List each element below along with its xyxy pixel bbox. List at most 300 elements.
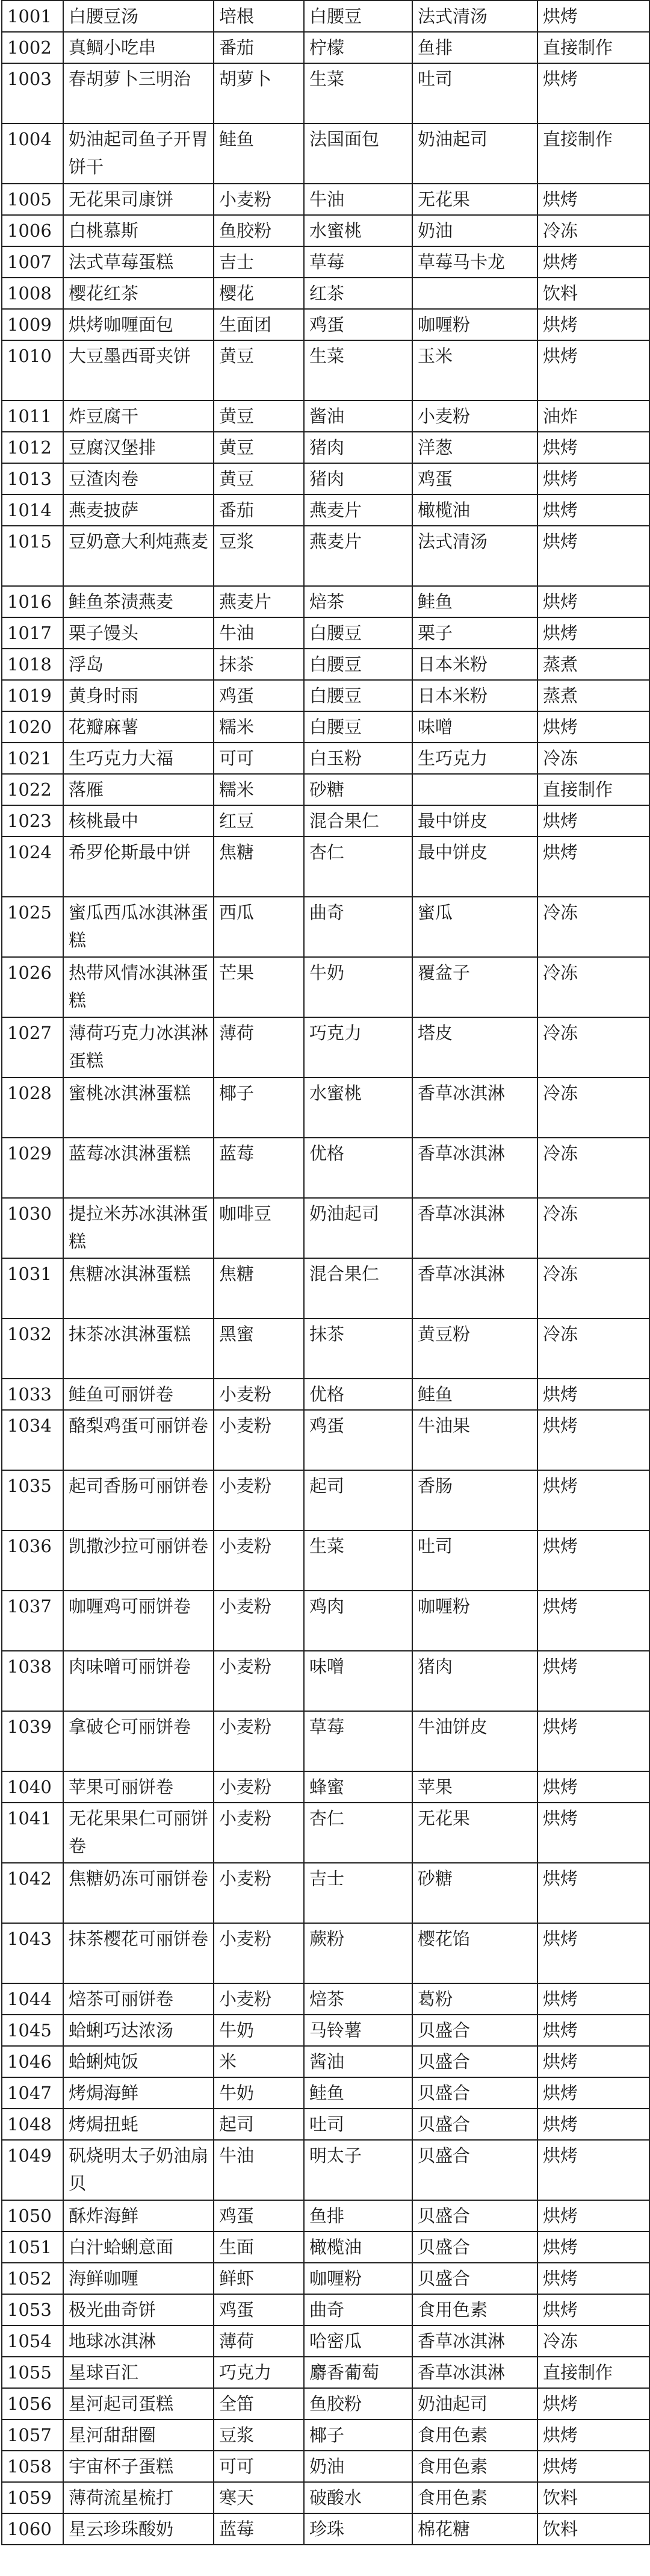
id-cell: 1049 bbox=[2, 2140, 63, 2200]
dish-name-cell: 极光曲奇饼 bbox=[63, 2294, 214, 2325]
ingredient-1-cell: 小麦粉 bbox=[214, 1803, 304, 1863]
id-cell: 1006 bbox=[2, 215, 63, 246]
ingredient-3-cell: 贝盛合 bbox=[412, 2046, 537, 2077]
ingredient-1-cell: 小麦粉 bbox=[214, 1771, 304, 1803]
table-row bbox=[2, 649, 649, 680]
dish-name-cell: 肉味噌可丽饼卷 bbox=[63, 1651, 214, 1711]
ingredient-2-cell: 咖喱粉 bbox=[304, 2263, 412, 2294]
dish-name-cell: 春胡萝卜三明治 bbox=[63, 63, 214, 123]
ingredient-1-cell: 鸡蛋 bbox=[214, 680, 304, 711]
table-row bbox=[2, 2015, 649, 2046]
ingredient-2-cell: 吐司 bbox=[304, 2109, 412, 2140]
dish-name-cell: 蛤蜊巧达浓汤 bbox=[63, 2015, 214, 2046]
ingredient-3-cell: 蜜瓜 bbox=[412, 897, 537, 957]
id-cell: 1008 bbox=[2, 278, 63, 309]
id-cell: 1029 bbox=[2, 1138, 63, 1198]
id-cell: 1046 bbox=[2, 2046, 63, 2077]
table-row bbox=[2, 1258, 649, 1318]
table-row bbox=[2, 957, 649, 1017]
dish-name-cell: 酥炸海鲜 bbox=[63, 2200, 214, 2231]
method-cell: 烘烤 bbox=[537, 2231, 649, 2263]
ingredient-1-cell: 小麦粉 bbox=[214, 1711, 304, 1771]
ingredient-2-cell: 奶油起司 bbox=[304, 1198, 412, 1258]
id-cell: 1009 bbox=[2, 309, 63, 340]
ingredient-1-cell: 小麦粉 bbox=[214, 1470, 304, 1530]
id-cell: 1052 bbox=[2, 2263, 63, 2294]
ingredient-2-cell: 蕨粉 bbox=[304, 1923, 412, 1983]
ingredient-2-cell: 鸡蛋 bbox=[304, 309, 412, 340]
ingredient-2-cell: 酱油 bbox=[304, 401, 412, 432]
id-cell: 1016 bbox=[2, 586, 63, 617]
id-cell: 1058 bbox=[2, 2451, 63, 2482]
id-cell: 1017 bbox=[2, 617, 63, 649]
id-cell: 1042 bbox=[2, 1863, 63, 1923]
table-row bbox=[2, 2200, 649, 2231]
id-cell: 1037 bbox=[2, 1591, 63, 1651]
table-row bbox=[2, 123, 649, 184]
id-cell: 1043 bbox=[2, 1923, 63, 1983]
method-cell: 烘烤 bbox=[537, 1591, 649, 1651]
ingredient-1-cell: 糯米 bbox=[214, 774, 304, 805]
table-row bbox=[2, 2451, 649, 2482]
ingredient-2-cell: 珍珠 bbox=[304, 2513, 412, 2545]
dish-name-cell: 起司香肠可丽饼卷 bbox=[63, 1470, 214, 1530]
method-cell: 烘烤 bbox=[537, 1470, 649, 1530]
ingredient-3-cell: 奶油起司 bbox=[412, 2388, 537, 2419]
ingredient-1-cell: 鲑鱼 bbox=[214, 123, 304, 184]
ingredient-1-cell: 牛奶 bbox=[214, 2015, 304, 2046]
method-cell: 烘烤 bbox=[537, 246, 649, 278]
ingredient-3-cell: 鲑鱼 bbox=[412, 586, 537, 617]
ingredient-2-cell: 水蜜桃 bbox=[304, 215, 412, 246]
ingredient-1-cell: 小麦粉 bbox=[214, 1863, 304, 1923]
table-row bbox=[2, 2357, 649, 2388]
method-cell: 冷冻 bbox=[537, 743, 649, 774]
ingredient-2-cell: 曲奇 bbox=[304, 2294, 412, 2325]
id-cell: 1044 bbox=[2, 1983, 63, 2015]
ingredient-3-cell: 玉米 bbox=[412, 340, 537, 401]
method-cell: 烘烤 bbox=[537, 2077, 649, 2109]
method-cell: 冷冻 bbox=[537, 957, 649, 1017]
ingredient-3-cell: 鲑鱼 bbox=[412, 1379, 537, 1410]
table-row bbox=[2, 32, 649, 63]
id-cell: 1028 bbox=[2, 1077, 63, 1138]
method-cell: 烘烤 bbox=[537, 617, 649, 649]
id-cell: 1047 bbox=[2, 2077, 63, 2109]
table-row bbox=[2, 526, 649, 586]
ingredient-1-cell: 小麦粉 bbox=[214, 1410, 304, 1470]
ingredient-1-cell: 起司 bbox=[214, 2109, 304, 2140]
ingredient-1-cell: 牛油 bbox=[214, 2140, 304, 2200]
ingredient-1-cell: 鸡蛋 bbox=[214, 2294, 304, 2325]
table-row bbox=[2, 463, 649, 494]
ingredient-2-cell: 水蜜桃 bbox=[304, 1077, 412, 1138]
table-row bbox=[2, 1138, 649, 1198]
ingredient-3-cell: 贝盛合 bbox=[412, 2231, 537, 2263]
method-cell: 烘烤 bbox=[537, 1711, 649, 1771]
method-cell: 饮料 bbox=[537, 2482, 649, 2513]
table-row bbox=[2, 2077, 649, 2109]
ingredient-3-cell: 鱼排 bbox=[412, 32, 537, 63]
id-cell: 1013 bbox=[2, 463, 63, 494]
ingredient-2-cell: 橄榄油 bbox=[304, 2231, 412, 2263]
dish-name-cell: 核桃最中 bbox=[63, 805, 214, 837]
ingredient-1-cell: 豆浆 bbox=[214, 526, 304, 586]
method-cell: 烘烤 bbox=[537, 1379, 649, 1410]
ingredient-2-cell: 哈密瓜 bbox=[304, 2325, 412, 2357]
ingredient-1-cell: 焦糖 bbox=[214, 1258, 304, 1318]
ingredient-1-cell: 西瓜 bbox=[214, 897, 304, 957]
ingredient-3-cell: 奶油 bbox=[412, 215, 537, 246]
dish-name-cell: 蓝莓冰淇淋蛋糕 bbox=[63, 1138, 214, 1198]
dish-name-cell: 大豆墨西哥夹饼 bbox=[63, 340, 214, 401]
id-cell: 1045 bbox=[2, 2015, 63, 2046]
dish-name-cell: 酪梨鸡蛋可丽饼卷 bbox=[63, 1410, 214, 1470]
ingredient-2-cell: 法国面包 bbox=[304, 123, 412, 184]
table-row bbox=[2, 1803, 649, 1863]
ingredient-2-cell: 草莓 bbox=[304, 246, 412, 278]
table-row bbox=[2, 278, 649, 309]
ingredient-2-cell: 抹茶 bbox=[304, 1318, 412, 1379]
dish-name-cell: 蛤蜊炖饭 bbox=[63, 2046, 214, 2077]
ingredient-1-cell: 椰子 bbox=[214, 1077, 304, 1138]
id-cell: 1014 bbox=[2, 494, 63, 526]
ingredient-3-cell: 樱花馅 bbox=[412, 1923, 537, 1983]
method-cell: 烘烤 bbox=[537, 63, 649, 123]
id-cell: 1039 bbox=[2, 1711, 63, 1771]
ingredient-1-cell: 蓝莓 bbox=[214, 2513, 304, 2545]
table-row bbox=[2, 1, 649, 32]
method-cell: 油炸 bbox=[537, 401, 649, 432]
ingredient-2-cell: 白腰豆 bbox=[304, 680, 412, 711]
dish-name-cell: 薄荷巧克力冰淇淋蛋糕 bbox=[63, 1017, 214, 1077]
ingredient-1-cell: 薄荷 bbox=[214, 1017, 304, 1077]
ingredient-3-cell: 贝盛合 bbox=[412, 2140, 537, 2200]
method-cell: 直接制作 bbox=[537, 774, 649, 805]
method-cell: 烘烤 bbox=[537, 2294, 649, 2325]
method-cell: 蒸煮 bbox=[537, 680, 649, 711]
ingredient-1-cell: 咖啡豆 bbox=[214, 1198, 304, 1258]
ingredient-3-cell: 草莓马卡龙 bbox=[412, 246, 537, 278]
table-row bbox=[2, 837, 649, 897]
table-row bbox=[2, 2046, 649, 2077]
dish-name-cell: 星云珍珠酸奶 bbox=[63, 2513, 214, 2545]
dish-name-cell: 蜜瓜西瓜冰淇淋蛋糕 bbox=[63, 897, 214, 957]
dish-name-cell: 白桃慕斯 bbox=[63, 215, 214, 246]
id-cell: 1060 bbox=[2, 2513, 63, 2545]
dish-name-cell: 抹茶樱花可丽饼卷 bbox=[63, 1923, 214, 1983]
method-cell: 冷冻 bbox=[537, 1138, 649, 1198]
method-cell: 烘烤 bbox=[537, 309, 649, 340]
ingredient-1-cell: 鲜虾 bbox=[214, 2263, 304, 2294]
dish-name-cell: 苹果可丽饼卷 bbox=[63, 1771, 214, 1803]
table-row bbox=[2, 1530, 649, 1591]
ingredient-1-cell: 可可 bbox=[214, 743, 304, 774]
ingredient-1-cell: 蓝莓 bbox=[214, 1138, 304, 1198]
method-cell: 饮料 bbox=[537, 2513, 649, 2545]
method-cell: 烘烤 bbox=[537, 2015, 649, 2046]
ingredient-3-cell bbox=[412, 774, 537, 805]
ingredient-3-cell: 香草冰淇淋 bbox=[412, 1077, 537, 1138]
ingredient-1-cell: 红豆 bbox=[214, 805, 304, 837]
table-row bbox=[2, 2388, 649, 2419]
ingredient-3-cell: 最中饼皮 bbox=[412, 805, 537, 837]
table-row bbox=[2, 805, 649, 837]
ingredient-1-cell: 小麦粉 bbox=[214, 1379, 304, 1410]
dish-name-cell: 燕麦披萨 bbox=[63, 494, 214, 526]
ingredient-3-cell: 奶油起司 bbox=[412, 123, 537, 184]
dish-name-cell: 无花果果仁可丽饼卷 bbox=[63, 1803, 214, 1863]
id-cell: 1038 bbox=[2, 1651, 63, 1711]
ingredient-1-cell: 糯米 bbox=[214, 711, 304, 743]
ingredient-1-cell: 樱花 bbox=[214, 278, 304, 309]
dish-name-cell: 花瓣麻薯 bbox=[63, 711, 214, 743]
id-cell: 1020 bbox=[2, 711, 63, 743]
table-row bbox=[2, 680, 649, 711]
method-cell: 饮料 bbox=[537, 278, 649, 309]
ingredient-3-cell: 棉花糖 bbox=[412, 2513, 537, 2545]
ingredient-2-cell: 鱼胶粉 bbox=[304, 2388, 412, 2419]
ingredient-1-cell: 生面 bbox=[214, 2231, 304, 2263]
ingredient-2-cell: 白腰豆 bbox=[304, 649, 412, 680]
method-cell: 烘烤 bbox=[537, 805, 649, 837]
table-row bbox=[2, 2325, 649, 2357]
dish-name-cell: 无花果司康饼 bbox=[63, 184, 214, 215]
ingredient-3-cell: 味噌 bbox=[412, 711, 537, 743]
ingredient-3-cell: 香草冰淇淋 bbox=[412, 1138, 537, 1198]
id-cell: 1011 bbox=[2, 401, 63, 432]
id-cell: 1002 bbox=[2, 32, 63, 63]
table-row bbox=[2, 2513, 649, 2545]
ingredient-1-cell: 番茄 bbox=[214, 32, 304, 63]
id-cell: 1055 bbox=[2, 2357, 63, 2388]
ingredient-3-cell: 最中饼皮 bbox=[412, 837, 537, 897]
table-row bbox=[2, 215, 649, 246]
id-cell: 1026 bbox=[2, 957, 63, 1017]
ingredient-2-cell: 白玉粉 bbox=[304, 743, 412, 774]
ingredient-2-cell: 巧克力 bbox=[304, 1017, 412, 1077]
ingredient-3-cell: 覆盆子 bbox=[412, 957, 537, 1017]
id-cell: 1031 bbox=[2, 1258, 63, 1318]
id-cell: 1007 bbox=[2, 246, 63, 278]
dish-name-cell: 白汁蛤蜊意面 bbox=[63, 2231, 214, 2263]
ingredient-3-cell: 黄豆粉 bbox=[412, 1318, 537, 1379]
ingredient-3-cell: 苹果 bbox=[412, 1771, 537, 1803]
id-cell: 1024 bbox=[2, 837, 63, 897]
ingredient-2-cell: 白腰豆 bbox=[304, 617, 412, 649]
ingredient-3-cell: 香草冰淇淋 bbox=[412, 1258, 537, 1318]
id-cell: 1057 bbox=[2, 2419, 63, 2451]
id-cell: 1033 bbox=[2, 1379, 63, 1410]
ingredient-1-cell: 豆浆 bbox=[214, 2419, 304, 2451]
table-row bbox=[2, 309, 649, 340]
ingredient-2-cell: 白腰豆 bbox=[304, 711, 412, 743]
method-cell: 直接制作 bbox=[537, 123, 649, 184]
table-row bbox=[2, 1470, 649, 1530]
ingredient-3-cell: 食用色素 bbox=[412, 2419, 537, 2451]
method-cell: 冷冻 bbox=[537, 1077, 649, 1138]
id-cell: 1059 bbox=[2, 2482, 63, 2513]
ingredient-3-cell: 食用色素 bbox=[412, 2482, 537, 2513]
ingredient-2-cell: 混合果仁 bbox=[304, 1258, 412, 1318]
ingredient-2-cell: 鱼排 bbox=[304, 2200, 412, 2231]
table-row bbox=[2, 1410, 649, 1470]
dish-name-cell: 焦糖冰淇淋蛋糕 bbox=[63, 1258, 214, 1318]
dish-name-cell: 生巧克力大福 bbox=[63, 743, 214, 774]
method-cell: 烘烤 bbox=[537, 1803, 649, 1863]
method-cell: 烘烤 bbox=[537, 1410, 649, 1470]
ingredient-2-cell: 牛奶 bbox=[304, 957, 412, 1017]
table-row bbox=[2, 2482, 649, 2513]
ingredient-2-cell: 焙茶 bbox=[304, 586, 412, 617]
id-cell: 1053 bbox=[2, 2294, 63, 2325]
table-row bbox=[2, 1591, 649, 1651]
table-row bbox=[2, 2231, 649, 2263]
ingredient-2-cell: 红茶 bbox=[304, 278, 412, 309]
ingredient-3-cell: 日本米粉 bbox=[412, 680, 537, 711]
dish-name-cell: 落雁 bbox=[63, 774, 214, 805]
method-cell: 冷冻 bbox=[537, 1318, 649, 1379]
ingredient-1-cell: 小麦粉 bbox=[214, 1923, 304, 1983]
ingredient-1-cell: 牛油 bbox=[214, 617, 304, 649]
dish-name-cell: 星河起司蛋糕 bbox=[63, 2388, 214, 2419]
id-cell: 1051 bbox=[2, 2231, 63, 2263]
dish-name-cell: 黄身时雨 bbox=[63, 680, 214, 711]
id-cell: 1004 bbox=[2, 123, 63, 184]
table-row bbox=[2, 246, 649, 278]
ingredient-3-cell: 贝盛合 bbox=[412, 2077, 537, 2109]
table-row bbox=[2, 774, 649, 805]
table-row bbox=[2, 2294, 649, 2325]
ingredient-2-cell: 生菜 bbox=[304, 63, 412, 123]
ingredient-2-cell: 明太子 bbox=[304, 2140, 412, 2200]
ingredient-2-cell: 吉士 bbox=[304, 1863, 412, 1923]
ingredient-3-cell: 香肠 bbox=[412, 1470, 537, 1530]
ingredient-1-cell: 黄豆 bbox=[214, 432, 304, 463]
ingredient-2-cell: 奶油 bbox=[304, 2451, 412, 2482]
method-cell: 烘烤 bbox=[537, 463, 649, 494]
dish-name-cell: 宇宙杯子蛋糕 bbox=[63, 2451, 214, 2482]
dish-name-cell: 浮岛 bbox=[63, 649, 214, 680]
ingredient-2-cell: 蜂蜜 bbox=[304, 1771, 412, 1803]
method-cell: 烘烤 bbox=[537, 711, 649, 743]
dish-name-cell: 奶油起司鱼子开胃饼干 bbox=[63, 123, 214, 184]
ingredient-3-cell: 香草冰淇淋 bbox=[412, 2357, 537, 2388]
table-row bbox=[2, 340, 649, 401]
ingredient-3-cell: 无花果 bbox=[412, 1803, 537, 1863]
ingredient-3-cell: 贝盛合 bbox=[412, 2109, 537, 2140]
method-cell: 冷冻 bbox=[537, 897, 649, 957]
ingredient-1-cell: 胡萝卜 bbox=[214, 63, 304, 123]
id-cell: 1021 bbox=[2, 743, 63, 774]
ingredient-3-cell: 咖喱粉 bbox=[412, 1591, 537, 1651]
dish-name-cell: 焦糖奶冻可丽饼卷 bbox=[63, 1863, 214, 1923]
ingredient-3-cell: 咖喱粉 bbox=[412, 309, 537, 340]
ingredient-1-cell: 巧克力 bbox=[214, 2357, 304, 2388]
table-row bbox=[2, 2140, 649, 2200]
method-cell: 烘烤 bbox=[537, 586, 649, 617]
ingredient-1-cell: 鸡蛋 bbox=[214, 2200, 304, 2231]
ingredient-2-cell: 猪肉 bbox=[304, 432, 412, 463]
ingredient-2-cell: 起司 bbox=[304, 1470, 412, 1530]
method-cell: 烘烤 bbox=[537, 2419, 649, 2451]
id-cell: 1050 bbox=[2, 2200, 63, 2231]
dish-name-cell: 希罗伦斯最中饼 bbox=[63, 837, 214, 897]
ingredient-1-cell: 黄豆 bbox=[214, 401, 304, 432]
ingredient-2-cell: 柠檬 bbox=[304, 32, 412, 63]
id-cell: 1032 bbox=[2, 1318, 63, 1379]
dish-name-cell: 豆腐汉堡排 bbox=[63, 432, 214, 463]
method-cell: 冷冻 bbox=[537, 215, 649, 246]
method-cell: 烘烤 bbox=[537, 2200, 649, 2231]
table-row bbox=[2, 1379, 649, 1410]
ingredient-1-cell: 生面团 bbox=[214, 309, 304, 340]
ingredient-2-cell: 鸡肉 bbox=[304, 1591, 412, 1651]
ingredient-2-cell: 优格 bbox=[304, 1379, 412, 1410]
ingredient-1-cell: 全笛 bbox=[214, 2388, 304, 2419]
ingredient-3-cell: 生巧克力 bbox=[412, 743, 537, 774]
dish-name-cell: 星球百汇 bbox=[63, 2357, 214, 2388]
table-row bbox=[2, 1863, 649, 1923]
dish-name-cell: 豆渣肉卷 bbox=[63, 463, 214, 494]
ingredient-2-cell: 优格 bbox=[304, 1138, 412, 1198]
method-cell: 烘烤 bbox=[537, 526, 649, 586]
dish-name-cell: 白腰豆汤 bbox=[63, 1, 214, 32]
table-row bbox=[2, 1077, 649, 1138]
table-row bbox=[2, 711, 649, 743]
ingredient-3-cell: 香草冰淇淋 bbox=[412, 1198, 537, 1258]
dish-name-cell: 焙茶可丽饼卷 bbox=[63, 1983, 214, 2015]
ingredient-1-cell: 燕麦片 bbox=[214, 586, 304, 617]
dish-name-cell: 海鲜咖喱 bbox=[63, 2263, 214, 2294]
ingredient-2-cell: 混合果仁 bbox=[304, 805, 412, 837]
id-cell: 1010 bbox=[2, 340, 63, 401]
ingredient-1-cell: 黑蜜 bbox=[214, 1318, 304, 1379]
method-cell: 烘烤 bbox=[537, 494, 649, 526]
ingredient-1-cell: 吉士 bbox=[214, 246, 304, 278]
ingredient-1-cell: 可可 bbox=[214, 2451, 304, 2482]
dish-name-cell: 地球冰淇淋 bbox=[63, 2325, 214, 2357]
ingredient-3-cell: 葛粉 bbox=[412, 1983, 537, 2015]
ingredient-3-cell: 吐司 bbox=[412, 1530, 537, 1591]
ingredient-1-cell: 抹茶 bbox=[214, 649, 304, 680]
id-cell: 1030 bbox=[2, 1198, 63, 1258]
dish-name-cell: 凯撒沙拉可丽饼卷 bbox=[63, 1530, 214, 1591]
table-row bbox=[2, 1983, 649, 2015]
id-cell: 1034 bbox=[2, 1410, 63, 1470]
table-row bbox=[2, 401, 649, 432]
ingredient-1-cell: 鱼胶粉 bbox=[214, 215, 304, 246]
dish-name-cell: 栗子馒头 bbox=[63, 617, 214, 649]
method-cell: 烘烤 bbox=[537, 1651, 649, 1711]
method-cell: 冷冻 bbox=[537, 1017, 649, 1077]
id-cell: 1036 bbox=[2, 1530, 63, 1591]
id-cell: 1018 bbox=[2, 649, 63, 680]
method-cell: 烘烤 bbox=[537, 1771, 649, 1803]
ingredient-2-cell: 破酸水 bbox=[304, 2482, 412, 2513]
id-cell: 1035 bbox=[2, 1470, 63, 1530]
method-cell: 烘烤 bbox=[537, 1983, 649, 2015]
ingredient-3-cell: 日本米粉 bbox=[412, 649, 537, 680]
method-cell: 烘烤 bbox=[537, 340, 649, 401]
table-row bbox=[2, 617, 649, 649]
ingredient-1-cell: 牛奶 bbox=[214, 2077, 304, 2109]
method-cell: 烘烤 bbox=[537, 1530, 649, 1591]
method-cell: 烘烤 bbox=[537, 1, 649, 32]
table-row bbox=[2, 586, 649, 617]
id-cell: 1015 bbox=[2, 526, 63, 586]
ingredient-3-cell: 贝盛合 bbox=[412, 2263, 537, 2294]
